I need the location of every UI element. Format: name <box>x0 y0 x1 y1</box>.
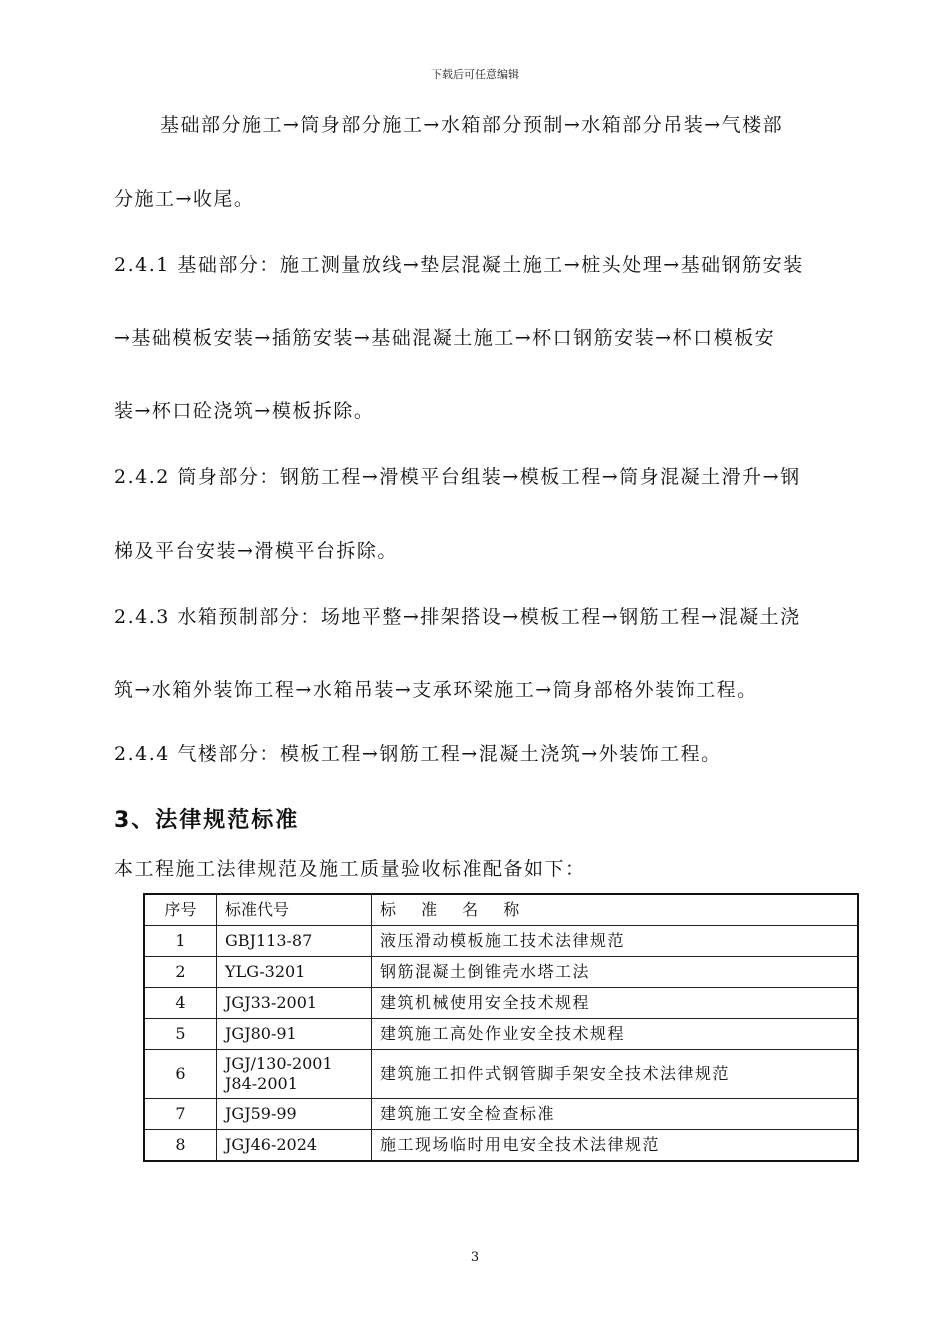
page-header: 下载后可任意编辑 <box>431 68 519 81</box>
cell-code-line: J84-2001 <box>225 1074 298 1093</box>
section-intro: 本工程施工法律规范及施工质量验收标准配备如下： <box>114 858 586 880</box>
cell-number: 4 <box>144 988 217 1019</box>
paragraph-line: 分施工→收尾。 <box>114 188 255 210</box>
paragraph-line: 2.4.3 水箱预制部分：场地平整→排架搭设→模板工程→钢筋工程→混凝土浇 <box>114 606 801 628</box>
cell-name: 钢筋混凝土倒锥壳水塔工法 <box>372 957 859 988</box>
cell-code: JGJ80-91 <box>217 1019 372 1050</box>
paragraph-line: 筑→水箱外装饰工程→水箱吊装→支承环梁施工→筒身部格外装饰工程。 <box>114 679 758 701</box>
paragraph-line: 2.4.1 基础部分：施工测量放线→垫层混凝土施工→桩头处理→基础钢筋安装 <box>114 254 804 276</box>
table-row <box>144 926 858 957</box>
header-cell-code: 标准代号 <box>217 894 372 926</box>
paragraph-line: →基础模板安装→插筋安装→基础混凝土施工→杯口钢筋安装→杯口模板安 <box>114 327 776 349</box>
paragraph-line: 基础部分施工→筒身部分施工→水箱部分预制→水箱部分吊装→气楼部 <box>160 114 784 136</box>
cell-code: JGJ46-2024 <box>217 1130 372 1162</box>
table-row <box>144 1099 858 1130</box>
paragraph-line: 梯及平台安装→滑模平台拆除。 <box>114 540 398 562</box>
cell-number: 1 <box>144 926 217 957</box>
paragraph-line: 装→杯口砼浇筑→模板拆除。 <box>114 400 375 422</box>
table-row <box>144 957 858 988</box>
cell-number: 7 <box>144 1099 217 1130</box>
cell-code <box>217 1050 372 1099</box>
cell-code-line: JGJ/130-2001 <box>225 1054 333 1073</box>
paragraph-line: 2.4.2 筒身部分：钢筋工程→滑模平台组装→模板工程→筒身混凝土滑升→钢 <box>114 466 801 488</box>
table-row <box>144 1050 858 1099</box>
cell-code: YLG-3201 <box>217 957 372 988</box>
cell-name: 施工现场临时用电安全技术法律规范 <box>372 1130 859 1162</box>
header-cell-number: 序号 <box>144 894 217 926</box>
paragraph-line: 2.4.4 气楼部分：模板工程→钢筋工程→混凝土浇筑→外装饰工程。 <box>114 743 722 765</box>
cell-name: 液压滑动模板施工技术法律规范 <box>372 926 859 957</box>
cell-code: JGJ59-99 <box>217 1099 372 1130</box>
cell-number: 6 <box>144 1050 217 1099</box>
table-row <box>144 1019 858 1050</box>
cell-name: 建筑施工高处作业安全技术规程 <box>372 1019 859 1050</box>
cell-number: 5 <box>144 1019 217 1050</box>
table-row <box>144 1130 858 1162</box>
standards-table <box>143 893 859 1162</box>
page-number: 3 <box>470 1250 480 1265</box>
table-row <box>144 988 858 1019</box>
cell-name: 建筑机械使用安全技术规程 <box>372 988 859 1019</box>
section-heading: 3、法律规范标准 <box>114 808 300 833</box>
table-header-row <box>144 894 858 926</box>
cell-name: 建筑施工扣件式钢管脚手架安全技术法律规范 <box>372 1050 859 1099</box>
header-cell-name: 标 准 名 称 <box>372 894 859 926</box>
cell-name: 建筑施工安全检查标准 <box>372 1099 859 1130</box>
cell-number: 2 <box>144 957 217 988</box>
cell-code: GBJ113-87 <box>217 926 372 957</box>
cell-number: 8 <box>144 1130 217 1162</box>
cell-code: JGJ33-2001 <box>217 988 372 1019</box>
